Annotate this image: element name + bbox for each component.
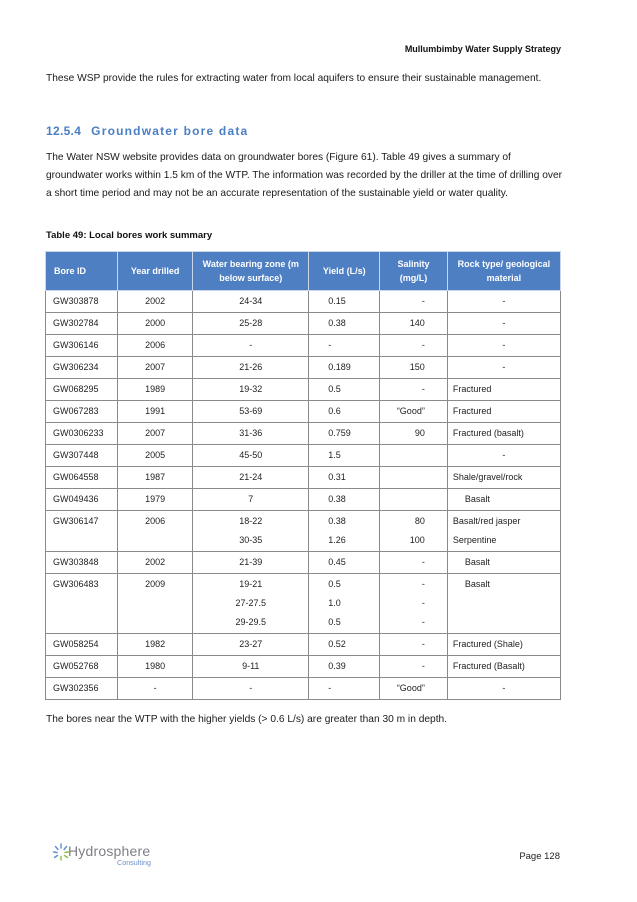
table-row — [46, 357, 561, 379]
table.rows.14.id_wrap-line: GW052768 — [53, 661, 99, 671]
cell-water-zone — [193, 357, 309, 379]
cell-rock-type — [447, 552, 560, 574]
table.rows.15.zone-line: - — [249, 683, 253, 693]
cell-water-zone — [193, 574, 309, 634]
table-row — [46, 656, 561, 678]
cell-salinity — [380, 335, 448, 357]
cell-rock-type — [447, 357, 560, 379]
section-heading — [46, 124, 248, 138]
cell-rock-type-line: Fractured (Basalt) — [452, 661, 525, 671]
cell-rock-type-line: - — [502, 683, 506, 693]
table.rows.7.zone-line: 45-50 — [239, 450, 263, 460]
cell-water-zone — [193, 335, 309, 357]
table.rows.12.sal-line: - — [421, 598, 425, 608]
cell-yield — [309, 489, 380, 511]
cell-yield — [309, 511, 380, 552]
table.rows.1.yield-line: 0.38 — [328, 318, 346, 328]
table.rows.2.sal-line: - — [421, 340, 425, 350]
cell-year — [118, 552, 193, 574]
table.rows.5.yield-line: 0.6 — [328, 406, 341, 416]
cell-water-zone — [193, 445, 309, 467]
cell-water-zone — [193, 423, 309, 445]
cell-yield — [309, 678, 380, 700]
cell-bore-id — [46, 678, 118, 700]
cell-salinity — [380, 489, 448, 511]
table.rows.11.year_wrap-line: 2002 — [145, 557, 166, 567]
cell-yield — [309, 357, 380, 379]
table.rows.1.id_wrap-line: GW302784 — [53, 318, 99, 328]
cell-bore-id — [46, 656, 118, 678]
cell-year — [118, 634, 193, 656]
table-row — [46, 489, 561, 511]
table-row — [46, 574, 561, 634]
cell-year — [118, 467, 193, 489]
table.rows.7.yield-line: 1.5 — [328, 450, 341, 460]
cell-bore-id — [46, 574, 118, 634]
closing-paragraph: The bores near the WTP with the higher yields (> 0.6 L/s) are greater than 30 m in depth. — [46, 714, 448, 725]
cell-year — [118, 574, 193, 634]
cell-year — [118, 357, 193, 379]
table.rows.2.id_wrap-line: GW306146 — [53, 340, 99, 350]
table.rows.6.yield-line: 0.759 — [328, 428, 351, 438]
cell-bore-id — [46, 511, 118, 552]
table.rows.12.zone-line: 27-27.5 — [235, 598, 267, 608]
table.rows.4.year_wrap-line: 1989 — [145, 384, 166, 394]
page-number: Page 128 — [519, 851, 560, 862]
logo-subtitle: Consulting — [117, 858, 151, 867]
cell-rock-type — [447, 574, 560, 634]
table-row — [46, 467, 561, 489]
table.rows.12.yield-line: 0.5 — [328, 617, 341, 627]
cell-year — [118, 335, 193, 357]
cell-rock-type-line: Fractured (basalt) — [452, 428, 524, 438]
cell-salinity — [380, 313, 448, 335]
cell-rock-type-line: Basalt — [464, 494, 490, 504]
cell-yield — [309, 634, 380, 656]
table.rows.10.zone-line: 18-22 — [239, 516, 263, 526]
cell-rock-type — [447, 511, 560, 552]
table.rows.8.zone-line: 21-24 — [239, 472, 263, 482]
table.rows.5.id_wrap-line: GW067283 — [53, 406, 99, 416]
cell-water-zone — [193, 291, 309, 313]
cell-year — [118, 511, 193, 552]
cell-rock-type-line: Basalt — [464, 579, 490, 589]
table.rows.4.yield-line: 0.5 — [328, 384, 341, 394]
table.rows.0.id_wrap-line: GW303878 — [53, 296, 99, 306]
hydrosphere-logo — [52, 842, 172, 868]
cell-year — [118, 678, 193, 700]
cell-yield — [309, 379, 380, 401]
cell-rock-type — [447, 423, 560, 445]
cell-yield — [309, 423, 380, 445]
table-row — [46, 291, 561, 313]
cell-bore-id — [46, 335, 118, 357]
table-row — [46, 552, 561, 574]
table.rows.15.sal-line: “Good” — [396, 683, 425, 693]
cell-water-zone — [193, 379, 309, 401]
table.rows.12.id_wrap-line: GW306483 — [53, 579, 99, 589]
cell-water-zone — [193, 634, 309, 656]
table.rows.1.sal-line: 140 — [409, 318, 425, 328]
table.rows.1.zone-line: 25-28 — [239, 318, 263, 328]
cell-rock-type-line: Basalt — [464, 557, 490, 567]
cell-bore-id — [46, 291, 118, 313]
section-title: Groundwater bore data — [91, 124, 249, 138]
table.rows.15.yield-line: - — [328, 683, 332, 693]
table.rows.3.sal-line: 150 — [409, 362, 425, 372]
table.rows.7.year_wrap-line: 2005 — [145, 450, 166, 460]
table.rows.10.sal-line: 100 — [409, 535, 425, 545]
cell-rock-type-line: - — [502, 296, 506, 306]
table.rows.0.sal-line: - — [421, 296, 425, 306]
table.rows.3.id_wrap-line: GW306234 — [53, 362, 99, 372]
cell-salinity — [380, 656, 448, 678]
cell-bore-id — [46, 401, 118, 423]
table.rows.12.sal-line: - — [421, 617, 425, 627]
table.rows.13.zone-line: 23-27 — [239, 639, 263, 649]
table.rows.10.yield-line: 0.38 — [328, 516, 346, 526]
table.rows.5.zone-line: 53-69 — [239, 406, 263, 416]
table-row — [46, 401, 561, 423]
cell-rock-type — [447, 291, 560, 313]
table.rows.14.sal-line: - — [421, 661, 425, 671]
table.rows.14.zone-line: 9-11 — [242, 661, 260, 671]
cell-rock-type-line: Fractured (Shale) — [452, 639, 523, 649]
cell-rock-type-line: Shale/gravel/rock — [452, 472, 523, 482]
table.rows.8.sal-line — [386, 467, 425, 486]
table.rows.10.year_wrap-line: 2006 — [145, 516, 166, 526]
table.rows.2.yield-line: - — [328, 340, 332, 350]
table.rows.14.yield-line: 0.39 — [328, 661, 346, 671]
cell-bore-id — [46, 423, 118, 445]
header-rock: Rock type/ geological material — [447, 252, 560, 291]
cell-yield — [309, 335, 380, 357]
cell-bore-id — [46, 379, 118, 401]
cell-bore-id — [46, 489, 118, 511]
cell-rock-type-line: - — [502, 362, 506, 372]
table-row — [46, 379, 561, 401]
table.rows.13.sal-line: - — [421, 639, 425, 649]
table-row — [46, 445, 561, 467]
table.rows.5.sal-line: “Good” — [396, 406, 425, 416]
table-caption: Table 49: Local bores work summary — [46, 230, 213, 241]
header-year: Year drilled — [118, 252, 193, 291]
cell-water-zone — [193, 678, 309, 700]
cell-salinity — [380, 511, 448, 552]
cell-year — [118, 401, 193, 423]
cell-rock-type — [447, 335, 560, 357]
table.rows.6.id_wrap-line: GW0306233 — [53, 428, 104, 438]
table.rows.6.year_wrap-line: 2007 — [145, 428, 166, 438]
cell-salinity — [380, 401, 448, 423]
cell-bore-id — [46, 313, 118, 335]
table.rows.13.yield-line: 0.52 — [328, 639, 346, 649]
table.rows.4.sal-line: - — [421, 384, 425, 394]
table.rows.8.yield-line: 0.31 — [328, 472, 346, 482]
cell-rock-type — [447, 489, 560, 511]
table.rows.4.zone-line: 19-32 — [239, 384, 263, 394]
cell-salinity — [380, 423, 448, 445]
bores-table — [45, 251, 561, 700]
table.rows.12.zone-line: 19-21 — [239, 579, 263, 589]
cell-salinity — [380, 574, 448, 634]
table.rows.15.id_wrap-line: GW302356 — [53, 683, 99, 693]
cell-salinity — [380, 357, 448, 379]
header-bore-id: Bore ID — [46, 252, 118, 291]
cell-salinity — [380, 678, 448, 700]
cell-salinity — [380, 379, 448, 401]
cell-year — [118, 291, 193, 313]
table.rows.12.yield-line: 1.0 — [328, 598, 341, 608]
table-header-row — [46, 252, 561, 291]
cell-rock-type-line: - — [502, 450, 506, 460]
table.rows.12.year_wrap-line: 2009 — [145, 579, 166, 589]
cell-bore-id — [46, 357, 118, 379]
table-row — [46, 335, 561, 357]
table.rows.13.year_wrap-line: 1982 — [145, 639, 166, 649]
cell-water-zone — [193, 656, 309, 678]
table.rows.8.year_wrap-line: 1987 — [145, 472, 166, 482]
table.rows.6.zone-line: 31-36 — [239, 428, 263, 438]
table.rows.11.sal-line: - — [421, 557, 425, 567]
table.rows.5.year_wrap-line: 1991 — [145, 406, 166, 416]
body-paragraph: The Water NSW website provides data on groundwater bores (Figure 61). Table 49 gives a summary of groundwater works within 1.5 km of the WTP. The information was recorded by the driller at the time of drilling over a short time period and may not be an accurate representation of the sustainable yield or water quality. — [46, 152, 563, 199]
cell-bore-id — [46, 445, 118, 467]
table.rows.3.zone-line: 21-26 — [239, 362, 263, 372]
cell-year — [118, 445, 193, 467]
section-number: 12.5.4 — [46, 124, 82, 138]
cell-water-zone — [193, 401, 309, 423]
table.rows.12.yield-line: 0.5 — [328, 579, 341, 589]
table.rows.3.yield-line: 0.189 — [328, 362, 351, 372]
cell-rock-type-line: Fractured — [452, 406, 492, 416]
cell-yield — [309, 467, 380, 489]
table.rows.11.yield-line: 0.45 — [328, 557, 346, 567]
cell-year — [118, 656, 193, 678]
cell-salinity — [380, 291, 448, 313]
running-header: Mullumbimby Water Supply Strategy — [404, 44, 561, 54]
cell-salinity — [380, 467, 448, 489]
header-yield: Yield (L/s) — [309, 252, 380, 291]
cell-rock-type — [447, 467, 560, 489]
cell-salinity — [380, 445, 448, 467]
cell-water-zone — [193, 489, 309, 511]
cell-salinity — [380, 634, 448, 656]
table-row — [46, 678, 561, 700]
header-salinity: Salinity (mg/L) — [380, 252, 448, 291]
cell-rock-type — [447, 634, 560, 656]
cell-bore-id — [46, 467, 118, 489]
table-body — [46, 291, 561, 700]
table.rows.9.sal-line — [386, 489, 425, 508]
table.rows.15.year_wrap-line: - — [153, 683, 157, 693]
cell-year — [118, 423, 193, 445]
cell-yield — [309, 656, 380, 678]
cell-rock-type-line: - — [502, 340, 506, 350]
table.rows.9.yield-line: 0.38 — [328, 494, 346, 504]
cell-water-zone — [193, 467, 309, 489]
table.rows.4.id_wrap-line: GW068295 — [53, 384, 99, 394]
intro-paragraph: These WSP provide the rules for extracting water from local aquifers to ensure their sustainable management. — [46, 73, 542, 84]
table.rows.2.zone-line: - — [249, 340, 253, 350]
cell-rock-type-line: Basalt/red jasper — [452, 516, 521, 526]
cell-rock-type-line: Serpentine — [452, 535, 497, 545]
table.rows.0.yield-line: 0.15 — [328, 296, 346, 306]
cell-yield — [309, 313, 380, 335]
table.rows.7.id_wrap-line: GW307448 — [53, 450, 99, 460]
cell-year — [118, 489, 193, 511]
cell-rock-type-line: - — [502, 318, 506, 328]
table.rows.0.year_wrap-line: 2002 — [145, 296, 166, 306]
logo-wordmark: Hydrosphere — [68, 843, 151, 859]
table.rows.7.sal-line — [386, 445, 425, 464]
cell-rock-type — [447, 445, 560, 467]
cell-year — [118, 379, 193, 401]
table.rows.3.year_wrap-line: 2007 — [145, 362, 166, 372]
table-row — [46, 423, 561, 445]
cell-water-zone — [193, 552, 309, 574]
table.rows.11.zone-line: 21-39 — [239, 557, 263, 567]
cell-yield — [309, 552, 380, 574]
cell-rock-type — [447, 401, 560, 423]
table.rows.2.year_wrap-line: 2006 — [145, 340, 166, 350]
cell-rock-type — [447, 313, 560, 335]
cell-rock-type — [447, 656, 560, 678]
cell-salinity — [380, 552, 448, 574]
table.rows.9.year_wrap-line: 1979 — [145, 494, 166, 504]
table.rows.11.id_wrap-line: GW303848 — [53, 557, 99, 567]
cell-water-zone — [193, 313, 309, 335]
cell-bore-id — [46, 634, 118, 656]
table.rows.8.id_wrap-line: GW064558 — [53, 472, 99, 482]
cell-year — [118, 313, 193, 335]
table.rows.10.yield-line: 1.26 — [328, 535, 346, 545]
cell-yield — [309, 445, 380, 467]
table.rows.1.year_wrap-line: 2000 — [145, 318, 166, 328]
table-row — [46, 634, 561, 656]
cell-rock-type — [447, 678, 560, 700]
cell-yield — [309, 291, 380, 313]
table-row — [46, 313, 561, 335]
table.rows.12.zone-line: 29-29.5 — [235, 617, 267, 627]
table.rows.6.sal-line: 90 — [414, 428, 425, 438]
table.rows.9.id_wrap-line: GW049436 — [53, 494, 99, 504]
table.rows.12.sal-line: - — [421, 579, 425, 589]
table.rows.14.year_wrap-line: 1980 — [145, 661, 166, 671]
table.rows.9.zone-line: 7 — [248, 494, 254, 504]
cell-yield — [309, 401, 380, 423]
cell-yield — [309, 574, 380, 634]
table.rows.0.zone-line: 24-34 — [239, 296, 263, 306]
cell-rock-type — [447, 379, 560, 401]
table.rows.10.zone-line: 30-35 — [239, 535, 263, 545]
table.rows.10.id_wrap-line: GW306147 — [53, 516, 99, 526]
table.rows.13.id_wrap-line: GW058254 — [53, 639, 99, 649]
cell-bore-id — [46, 552, 118, 574]
table-row — [46, 511, 561, 552]
header-water-zone: Water bearing zone (m below surface) — [193, 252, 309, 291]
table.rows.10.sal-line: 80 — [414, 516, 425, 526]
cell-rock-type-line: Fractured — [452, 384, 492, 394]
cell-water-zone — [193, 511, 309, 552]
